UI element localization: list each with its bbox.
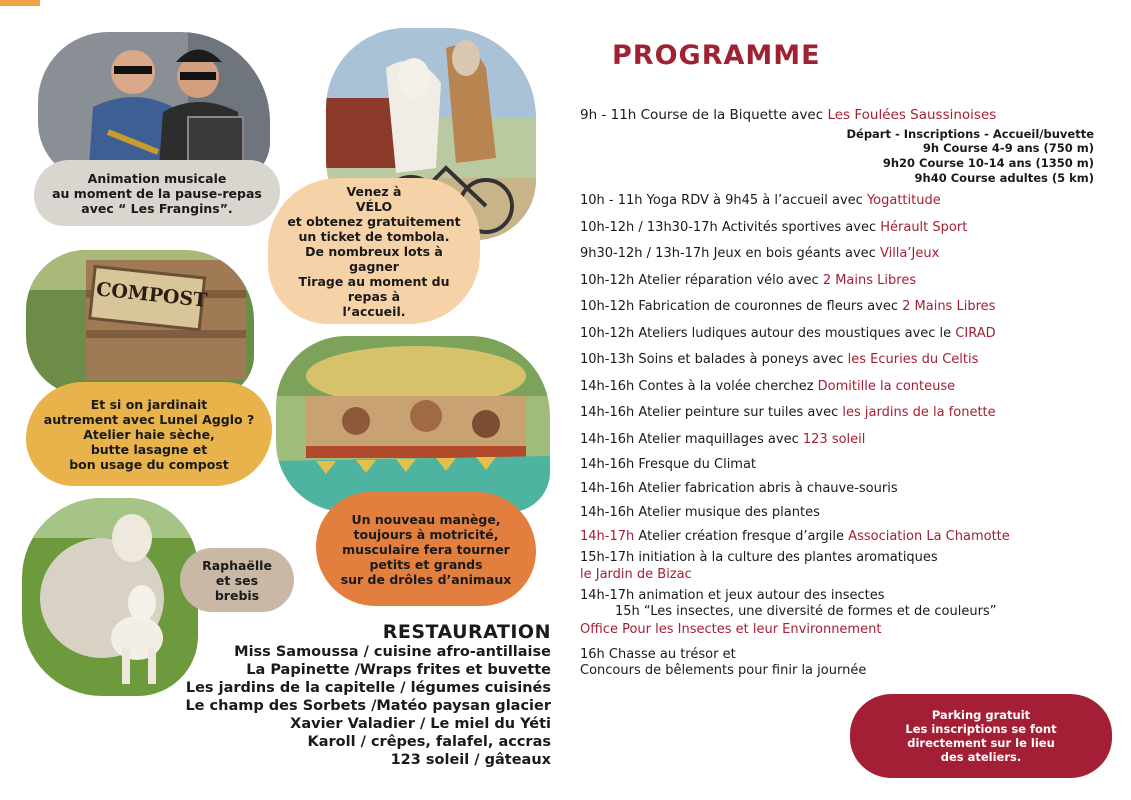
parking-line: directement sur le lieu bbox=[907, 736, 1055, 750]
item-text: Atelier musique des plantes bbox=[634, 505, 820, 520]
item-text: Atelier peinture sur tuiles avec bbox=[634, 405, 843, 420]
item-time: 10h-13h bbox=[580, 352, 635, 367]
parking-line: des ateliers. bbox=[940, 750, 1022, 764]
velo-line: De nombreux lots à gagner bbox=[305, 243, 443, 274]
programme-item bbox=[580, 326, 996, 342]
item-time: 10h-12h / 13h30-17h bbox=[580, 220, 718, 235]
parking-bubble bbox=[850, 694, 1112, 778]
compost-photo bbox=[26, 250, 254, 396]
manege-line: Un nouveau manège, bbox=[351, 511, 501, 527]
resto-line: Miss Samoussa / cuisine afro-antillaise bbox=[234, 644, 551, 660]
parking-line: Les inscriptions se font bbox=[905, 722, 1057, 736]
course-detail: 9h Course 4-9 ans (750 m) bbox=[922, 141, 1094, 155]
item-text: Ateliers ludiques autour des moustiques avec le bbox=[634, 326, 956, 341]
programme-title: PROGRAMME bbox=[612, 40, 821, 71]
music-line: au moment de la pause-repas bbox=[52, 185, 262, 201]
resto-line: Les jardins de la capitelle / légumes cuisinés bbox=[185, 680, 551, 696]
item-time: 9h30-12h / 13h-17h bbox=[580, 246, 710, 261]
programme-item bbox=[580, 246, 939, 262]
course-detail: Départ - Inscriptions - Accueil/buvette bbox=[846, 127, 1094, 141]
carousel-photo bbox=[276, 336, 550, 512]
resto-line: Le champ des Sorbets /Matéo paysan glacier bbox=[185, 698, 551, 714]
resto-line: La Papinette /Wraps frites et buvette bbox=[246, 662, 551, 678]
raphaelle-bubble bbox=[180, 548, 294, 612]
manege-line: petits et grands bbox=[369, 556, 483, 572]
item-time: 14h-16h bbox=[580, 481, 635, 496]
raphaelle-line: et ses brebis bbox=[214, 572, 260, 603]
item-organizer: 2 Mains Libres bbox=[902, 299, 996, 314]
insectes-organizer: Office Pour les Insectes et leur Environnement bbox=[580, 622, 882, 637]
restauration-title: RESTAURATION bbox=[382, 621, 551, 643]
item-text: Atelier fabrication abris à chauve-souris bbox=[634, 481, 898, 496]
item-organizer: Yogattitude bbox=[866, 193, 941, 208]
plantes-organizer: le Jardin de Bizac bbox=[580, 567, 692, 582]
item-time: 14h-16h bbox=[580, 457, 635, 472]
programme-item bbox=[580, 299, 995, 315]
corner-accent bbox=[0, 0, 40, 6]
jardin-line: butte lasagne et bbox=[90, 441, 208, 457]
item-organizer: Hérault Sport bbox=[880, 220, 968, 235]
programme-item bbox=[580, 107, 996, 123]
jardin-line: autrement avec Lunel Agglo ? bbox=[43, 411, 255, 427]
item-organizer: Domitille la conteuse bbox=[817, 379, 956, 394]
item-text: Atelier réparation vélo avec bbox=[634, 273, 823, 288]
velo-bubble bbox=[268, 178, 480, 324]
item-text: Atelier maquillages avec bbox=[634, 432, 803, 447]
parking-line: Parking gratuit bbox=[931, 708, 1031, 722]
item-time: 14h-16h bbox=[580, 432, 635, 447]
raphaelle-line: Raphaëlle bbox=[202, 557, 272, 573]
programme-item bbox=[580, 193, 941, 209]
plantes-line: 15h-17h initiation à la culture des plantes aromatiques bbox=[580, 550, 938, 565]
item-organizer: les jardins de la fonette bbox=[842, 405, 996, 420]
resto-line: Karoll / crêpes, falafel, accras bbox=[307, 734, 551, 750]
sheep-photo bbox=[22, 498, 198, 696]
item-organizer: les Ecuries du Celtis bbox=[847, 352, 979, 367]
item-organizer: Les Foulées Saussinoises bbox=[827, 107, 997, 123]
item-time: 9h - 11h bbox=[580, 107, 637, 123]
course-detail: 9h20 Course 10-14 ans (1350 m) bbox=[882, 156, 1094, 170]
velo-line: un ticket de tombola. bbox=[298, 228, 450, 244]
item-time: 10h-12h bbox=[580, 299, 635, 314]
item-organizer: Villa’Jeux bbox=[879, 246, 940, 261]
chasse-line: Concours de bêlements pour finir la journée bbox=[580, 663, 867, 678]
item-time: 14h-17h bbox=[580, 529, 635, 544]
item-organizer: Association La Chamotte bbox=[848, 529, 1010, 544]
item-text: Fabrication de couronnes de fleurs avec bbox=[634, 299, 903, 314]
item-text: Jeux en bois géants avec bbox=[709, 246, 880, 261]
velo-line: Venez à bbox=[346, 183, 402, 199]
programme-item bbox=[580, 220, 967, 236]
item-time: 14h-16h bbox=[580, 405, 635, 420]
insectes-talk: 15h “Les insectes, une diversité de formes et de couleurs” bbox=[615, 604, 997, 619]
item-time: 14h-16h bbox=[580, 379, 635, 394]
item-organizer: 123 soleil bbox=[802, 432, 866, 447]
chasse-line: 16h Chasse au trésor et bbox=[580, 647, 736, 662]
velo-line: VÉLO bbox=[355, 198, 393, 214]
velo-line: Tirage au moment du repas à bbox=[298, 273, 450, 304]
manege-line: sur de drôles d’animaux bbox=[340, 571, 512, 587]
programme-item bbox=[580, 432, 865, 448]
item-time: 10h - 11h bbox=[580, 193, 643, 208]
compost-sign-label: COMPOST bbox=[95, 278, 209, 312]
jardin-line: Et si on jardinait bbox=[90, 396, 208, 412]
item-text: Yoga RDV à 9h45 à l’accueil avec bbox=[642, 193, 867, 208]
music-bubble bbox=[34, 160, 280, 226]
programme-item bbox=[580, 481, 898, 497]
programme-item bbox=[580, 273, 916, 289]
item-text: Soins et balades à poneys avec bbox=[634, 352, 848, 367]
insectes-line: 14h-17h animation et jeux autour des insectes bbox=[580, 588, 885, 603]
item-time: 14h-16h bbox=[580, 505, 635, 520]
programme-item bbox=[580, 379, 955, 395]
course-detail: 9h40 Course adultes (5 km) bbox=[914, 171, 1094, 185]
item-text: Activités sportives avec bbox=[717, 220, 881, 235]
programme-item bbox=[580, 505, 820, 521]
item-time: 10h-12h bbox=[580, 326, 635, 341]
jardin-line: bon usage du compost bbox=[69, 456, 229, 472]
item-text: Contes à la volée cherchez bbox=[634, 379, 818, 394]
resto-line: Xavier Valadier / Le miel du Yéti bbox=[290, 716, 551, 732]
item-text: Course de la Biquette avec bbox=[636, 107, 828, 123]
programme-item bbox=[580, 457, 756, 473]
manege-bubble bbox=[316, 492, 536, 606]
resto-line: 123 soleil / gâteaux bbox=[390, 752, 551, 768]
item-organizer: 2 Mains Libres bbox=[822, 273, 917, 288]
programme-item bbox=[580, 405, 996, 421]
jardin-line: Atelier haie sèche, bbox=[83, 426, 215, 442]
item-text: Fresque du Climat bbox=[634, 457, 757, 472]
manege-line: musculaire fera tourner bbox=[342, 541, 510, 557]
jardin-bubble bbox=[26, 382, 272, 486]
velo-line: et obtenez gratuitement bbox=[287, 213, 461, 229]
manege-line: toujours à motricité, bbox=[353, 526, 499, 542]
item-time: 10h-12h bbox=[580, 273, 635, 288]
programme-item bbox=[580, 529, 1010, 545]
item-organizer: CIRAD bbox=[955, 326, 996, 341]
programme-item bbox=[580, 352, 978, 368]
velo-line: l’accueil. bbox=[342, 303, 406, 319]
item-text: Atelier création fresque d’argile bbox=[634, 529, 849, 544]
music-line: avec “ Les Frangins”. bbox=[81, 200, 233, 216]
music-line: Animation musicale bbox=[87, 170, 227, 186]
